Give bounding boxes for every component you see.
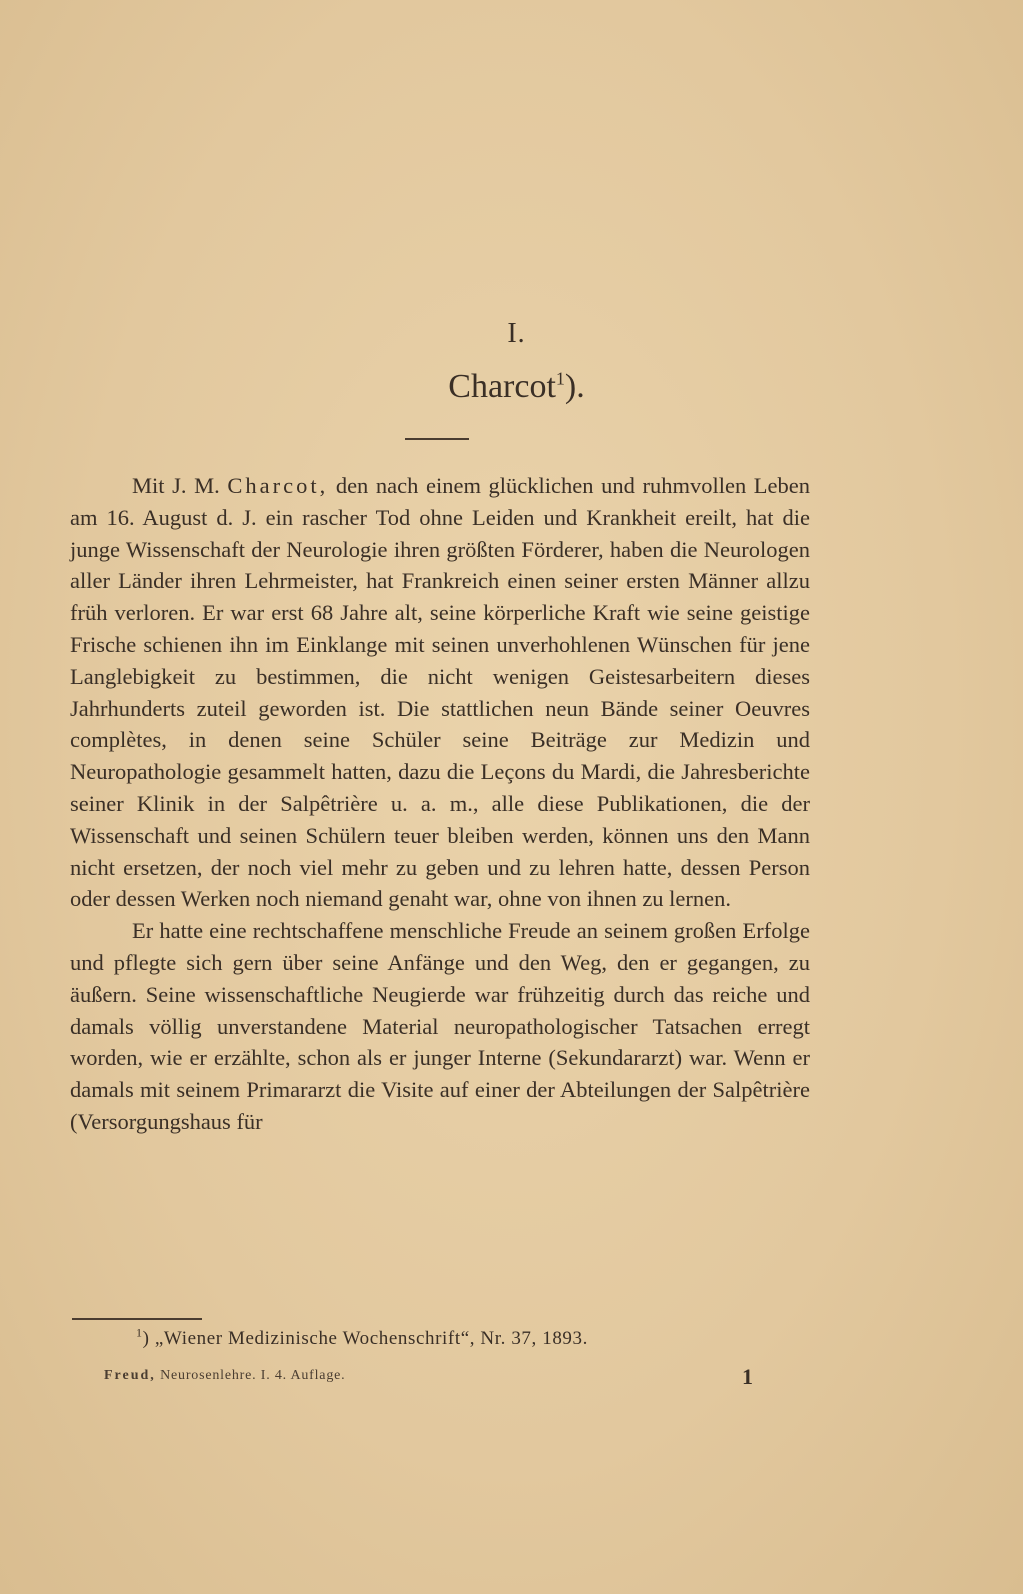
title-divider [405,438,469,440]
chapter-title-text: Charcot [448,368,556,405]
chapter-title [0,368,1023,406]
body-text [70,470,810,1138]
title-footnote-mark: 1 [555,368,565,389]
signature-book: Neurosenlehre. I. 4. Auflage. [160,1368,346,1383]
sheet-number: 1 [742,1364,753,1389]
chapter-title-suffix: ). [564,368,585,405]
paragraph-1 [70,470,810,915]
footnote-text: ) „Wiener Medizinische Wochenschrift“, Nr. 37, 1893. [142,1328,588,1349]
paragraph-1-opening: Mit J. M. [132,473,220,498]
chapter-numeral: I. [507,318,526,349]
footnote-mark: 1 [136,1325,143,1340]
paragraph-2: Er hatte eine rechtschaffene menschliche Freude an seinem großen Erfolge und pflegte sich gern über seine Anfänge und den Weg, den er gegangen, zu äußern. Seine wissenschaftliche Neugierde war frühzeitig durch das reiche und damals völlig unverstandene Material neuropathologischer Tatsachen erregt worden, wie er erzählte, schon als er junger Interne (Sekundararzt) war. Wenn er damals mit seinem Primararzt die Visite auf einer der Abteilungen der Salpêtrière (Versorgungshaus für [70,918,810,1134]
paragraph-1-name: Charcot, [227,473,329,498]
paragraph-1-rest: den nach einem glücklichen und ruhmvollen Leben am 16. August d. J. ein rascher Tod ohne Leiden und Krankheit ereilt, hat die junge Wissenschaft der Neurologie ihren größten Förderer, haben die Neurologen aller Länder ihren Lehrmeister, hat Frankreich einen seiner ersten Männer allzu früh verloren. Er war erst 68 Jahre alt, seine körperliche Kraft wie seine geistige Frische schienen ihn im Einklange mit seinen unverhohlenen Wünschen für jene Langlebigkeit zu bestimmen, die nicht wenigen Geistesarbeitern dieses Jahrhunderts zuteil geworden ist. Die stattlichen neun Bände seiner Oeuvres complètes, in denen seine Schüler seine Beiträge zur Medizin und Neuropathologie gesammelt hatten, dazu die Leçons du Mardi, die Jahresberichte seiner Klinik in der Salpêtrière u. a. m., alle diese Publikationen, die der Wissenschaft und seinen Schülern teuer bleiben werden, können uns den Mann nicht ersetzen, der noch viel mehr zu geben und zu lehren hatte, dessen Person oder dessen Werken noch niemand genaht war, ohne von ihnen zu lernen. [70,473,811,912]
signature-line [104,1368,345,1384]
footnote [136,1325,588,1350]
footnote-divider [72,1318,202,1320]
signature-author: Freud, [104,1368,156,1383]
